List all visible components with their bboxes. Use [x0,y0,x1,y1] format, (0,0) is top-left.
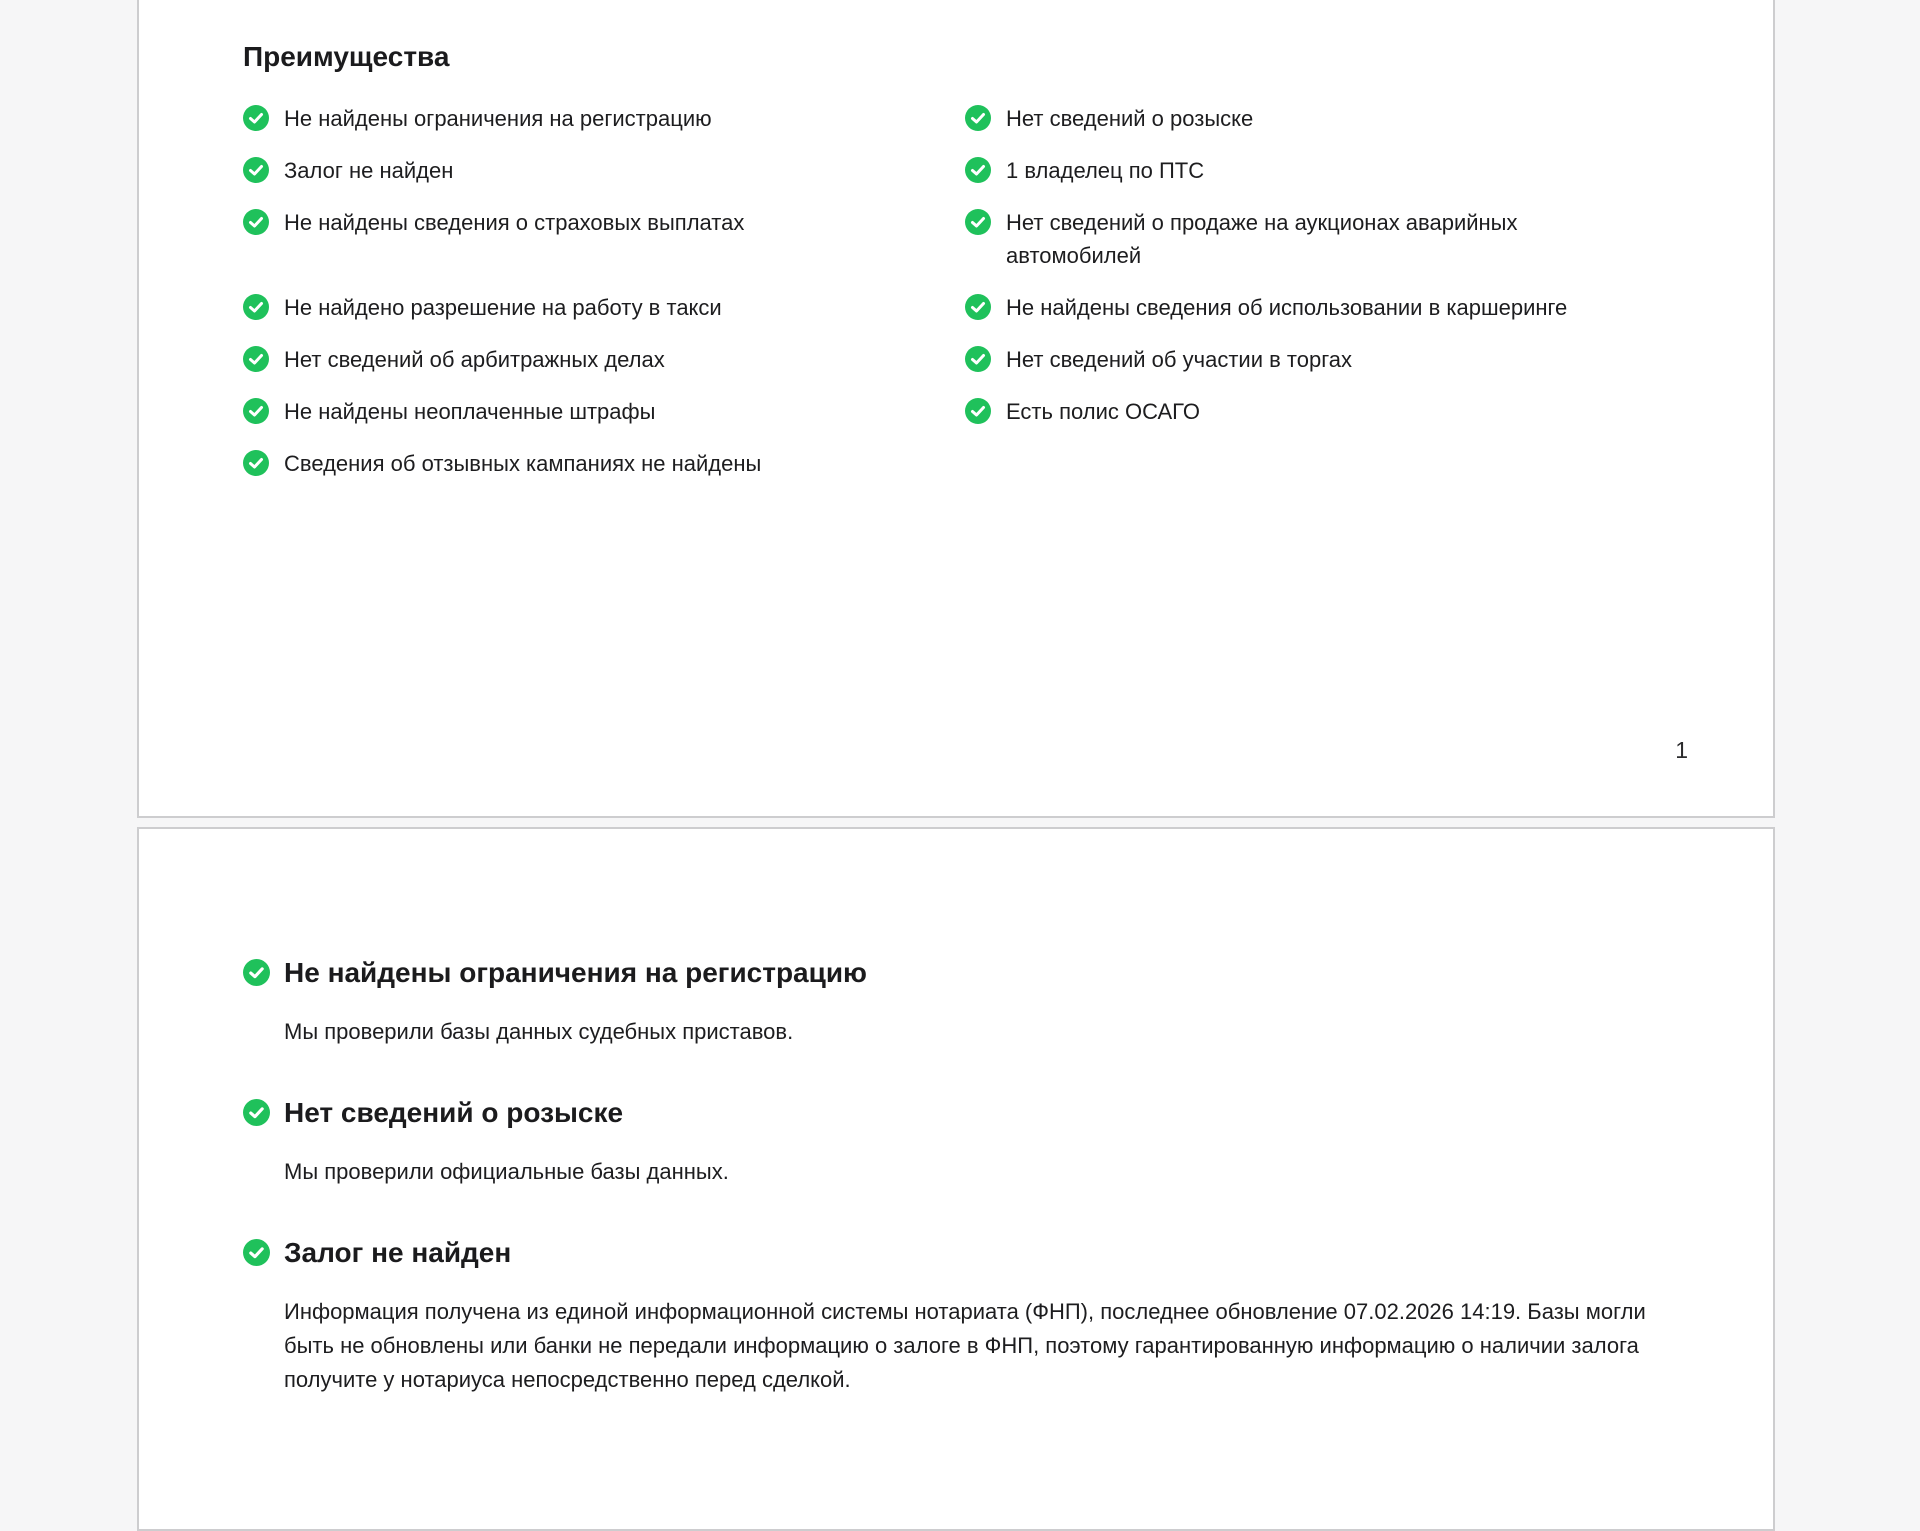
check-icon [965,209,991,235]
advantage-text: Не найдены неоплаченные штрафы [284,399,656,424]
advantage-item [243,291,965,324]
section-title: Нет сведений о розыске [284,1097,624,1128]
advantage-text: 1 владелец по ПТС [1006,158,1205,183]
advantage-item [243,102,965,135]
advantage-item [243,154,965,187]
check-icon [243,346,269,372]
advantage-item [243,343,965,376]
detail-section [243,955,1773,1049]
advantage-text: Нет сведений о розыске [1006,106,1254,131]
check-icon [243,450,269,476]
detail-section [243,1095,1773,1189]
section-description: Информация получена из единой информационной системы нотариата (ФНП), последнее обновление 07.02.2026 14:19. Базы могли быть не обновлены или банки не передали информацию о залоге в ФНП, поэтому гарантированную информацию о наличии залога получите у нотариуса непосредственно перед сделкой. [284,1299,1646,1392]
check-icon [965,346,991,372]
check-icon [243,1099,270,1126]
section-description: Мы проверили базы данных судебных приставов. [284,1019,794,1044]
advantage-item [243,447,965,480]
check-icon [965,294,991,320]
section-title: Не найдены ограничения на регистрацию [284,957,867,988]
advantage-item [965,395,1773,428]
advantage-text: Нет сведений об участии в торгах [1006,347,1352,372]
check-icon [965,105,991,131]
page-title: Преимущества [243,41,450,72]
check-icon [243,959,270,986]
check-icon [243,1239,270,1266]
detail-section [243,1235,1773,1397]
advantage-item [965,206,1773,272]
check-icon [243,294,269,320]
advantage-text: Залог не найден [284,158,454,183]
advantage-text: Нет сведений о продаже на аукционах аварийных автомобилей [1006,210,1518,268]
section-title: Залог не найден [284,1237,512,1268]
advantage-item [243,206,965,272]
advantages-list [243,102,1773,480]
report-page-1 [137,0,1775,818]
advantage-text: Нет сведений об арбитражных делах [284,347,665,372]
advantage-item [243,395,965,428]
advantage-item [965,291,1773,324]
advantage-item [965,102,1773,135]
check-icon [965,398,991,424]
advantage-text: Не найдены сведения о страховых выплатах [284,210,745,235]
advantage-item [965,343,1773,376]
advantage-text: Не найдены сведения об использовании в каршеринге [1006,295,1568,320]
advantage-text: Не найдены ограничения на регистрацию [284,106,712,131]
section-description: Мы проверили официальные базы данных. [284,1159,729,1184]
advantage-text: Есть полис ОСАГО [1006,399,1200,424]
check-icon [243,157,269,183]
advantage-text: Сведения об отзывных кампаниях не найдены [284,451,762,476]
page-number: 1 [1675,737,1688,763]
check-icon [243,398,269,424]
check-icon [243,105,269,131]
check-icon [243,209,269,235]
advantage-text: Не найдено разрешение на работу в такси [284,295,722,320]
check-icon [965,157,991,183]
report-page-2 [137,827,1775,1531]
advantage-item [965,154,1773,187]
